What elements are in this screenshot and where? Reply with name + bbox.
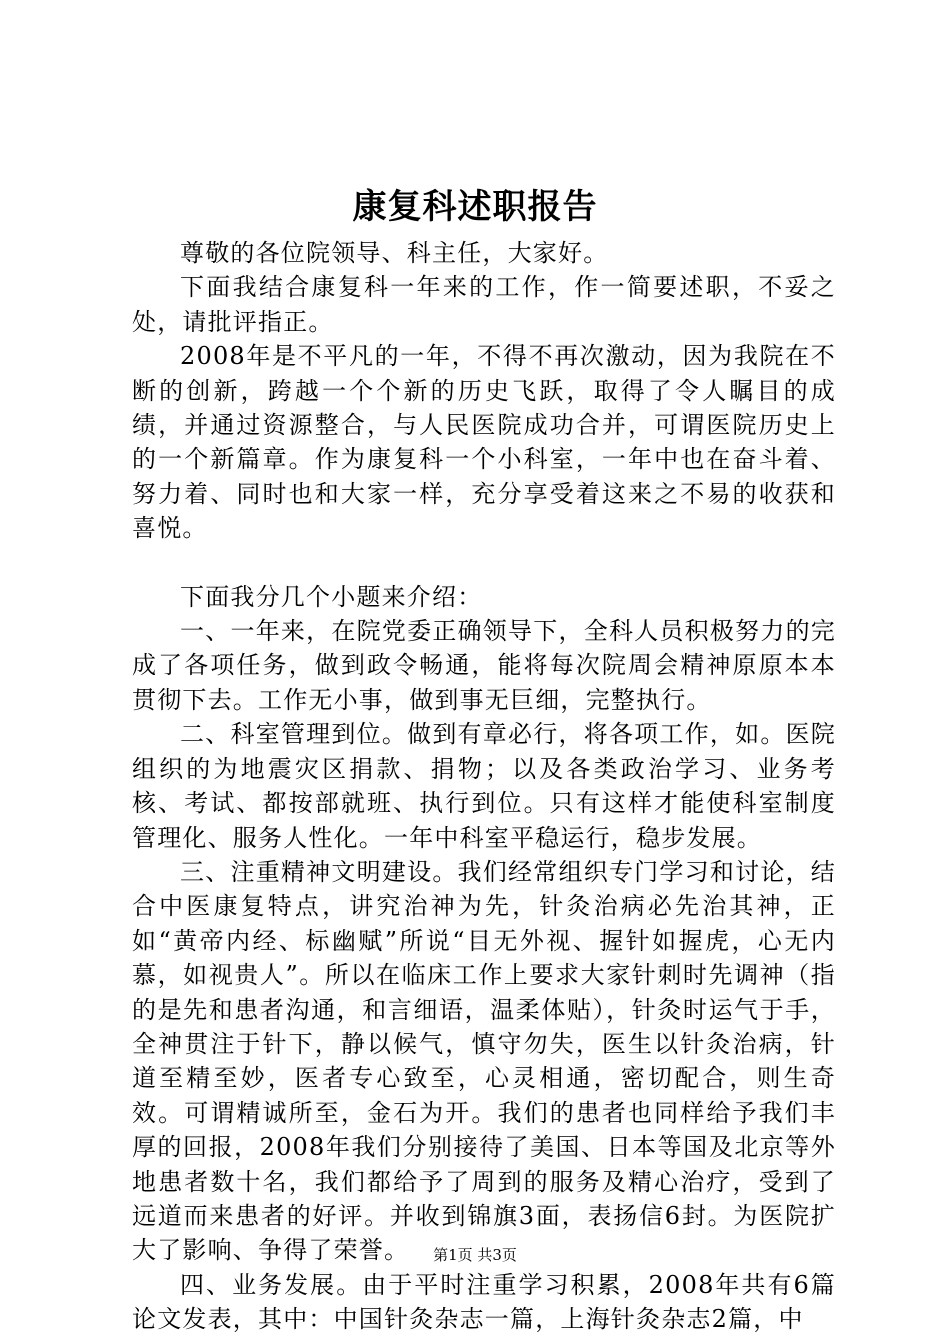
paragraph-greeting: 尊敬的各位院领导、科主任，大家好。 — [180, 239, 609, 267]
paragraph-sections-intro: 下面我分几个小题来介绍： — [180, 582, 483, 611]
paragraph-year-review: 2008年是不平凡的一年，不得不再次激动，因为我院在不断的创新，跨越一个个新的历史飞跃，取得了令人瞩目的成绩，并通过资源整合，与人民医院成功合并，可谓医院历史上的一个新篇章。作为康复科一个小科室，一年中也在奋斗着、努力着、同时也和大家一样，充分享受着这来之不易的收获和喜悦。 — [132, 342, 836, 543]
document-body — [132, 236, 836, 1337]
paragraph-section-two: 二、科室管理到位。做到有章必行，将各项工作，如。医院组织的为地震灾区捐款、捐物；以及各类政治学习、业务考核、考试、都按部就班、执行到位。只有这样才能使科室制度管理化、服务人性化。一年中科室平稳运行，稳步发展。 — [132, 720, 836, 852]
paragraph-section-three: 三、注重精神文明建设。我们经常组织专门学习和讨论，结合中医康复特点，讲究治神为先，针灸治病必先治其神，正如“黄帝内经、标幽赋”所说“目无外视、握针如握虎，心无内慕，如视贵人”。所以在临床工作上要求大家针刺时先调神（指的是先和患者沟通，和言细语，温柔体贴），针灸时运气于手，全神贯注于针下，静以候气，慎守勿失，医生以针灸治病，针道至精至妙，医者专心致至，心灵相通，密切配合，则生奇效。可谓精诚所至，金石为开。我们的患者也同样给予我们丰厚的回报，2008年我们分别接待了美国、日本等国及北京等外地患者数十名，我们都给予了周到的服务及精心治疗，受到了远道而来患者的好评。并收到锦旗3面，表扬信6封。为医院扩大了影响、争得了荣誉。 — [132, 857, 836, 1265]
paragraph-section-four: 四、业务发展。由于平时注重学习积累，2008年共有6篇论文发表，其中：中国针灸杂志一篇，上海针灸杂志2篇，中 — [132, 1270, 836, 1334]
page-number-footer: 第1页 共3页 — [433, 1246, 517, 1264]
document-title: 康复科述职报告 — [352, 187, 598, 227]
paragraph-intro: 下面我结合康复科一年来的工作，作一简要述职，不妥之处，请批评指正。 — [132, 273, 836, 336]
paragraph-section-one: 一、一年来，在院党委正确领导下，全科人员积极努力的完成了各项任务，做到政令畅通，能将每次院周会精神原原本本贯彻下去。工作无小事，做到事无巨细，完整执行。 — [132, 617, 836, 714]
